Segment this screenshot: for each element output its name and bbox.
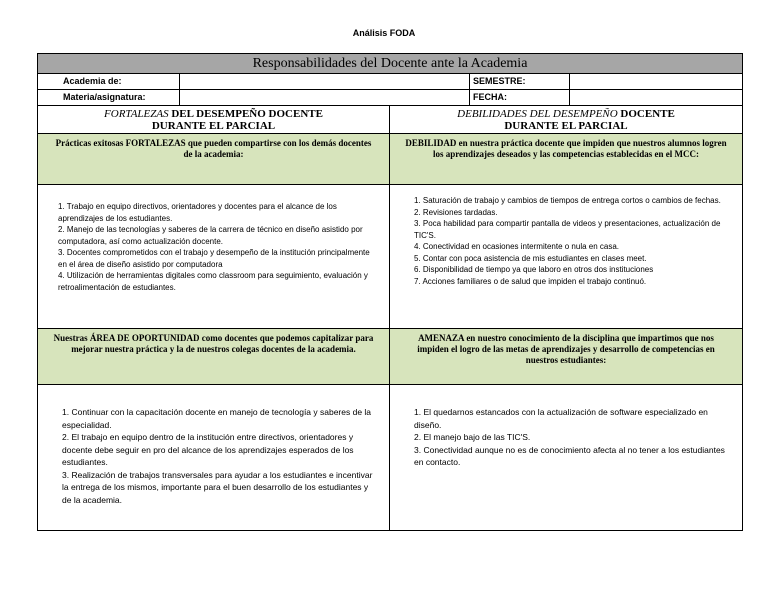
debilidades-header-italic: DEBILIDADES DEL DESEMPEÑO [457,108,618,120]
amenazas-cell[interactable] [390,385,742,530]
semestre-label: SEMESTRE: [470,74,570,89]
materia-label: Materia/asignatura: [38,90,180,105]
prompt-row-1 [38,134,742,185]
fortalezas-cell[interactable] [38,185,390,328]
content-row-2 [38,385,742,530]
amenazas-list [390,385,742,469]
list-item: 1. Saturación de trabajo y cambios de tiempos de entrega cortos o cambios de fechas. [414,196,721,205]
debilidades-header-line2: DURANTE EL PARCIAL [504,120,628,132]
list-item: 3. Docentes comprometidos con el trabajo y desempeño de la institución principalmente en el área de diseño asistido por computadora [58,248,370,269]
list-item: 3. Poca habilidad para compartir pantalla de videos y presentaciones, actualización de TIC'S. [414,219,721,240]
debilidades-header-bold: DOCENTE [617,108,675,120]
fecha-field[interactable] [570,90,742,105]
document-title: Análisis FODA [352,28,416,38]
list-item: 2. Revisiones tardadas. [414,207,498,217]
section-header-row [38,106,742,134]
list-item: 6. Disponibilidad de tiempo ya que laboro en otros dos instituciones [414,265,654,274]
fortalezas-header-line2: DURANTE EL PARCIAL [151,120,276,132]
materia-field[interactable] [180,90,470,105]
list-item: 2. El trabajo en equipo dentro de la institución entre directivos, orientadores y docente debe seguir en pro del alcance de los aprendizajes esperados de los estudiantes. [62,432,354,467]
oportunidad-prompt: Nuestras ÁREA DE OPORTUNIDAD como docentes que podemos capitalizar para mejorar nuestra práctica y la de nuestros colegas docentes de la academia. [38,329,390,384]
fortalezas-header [38,106,390,133]
debilidades-cell[interactable] [390,185,742,328]
debilidades-prompt: DEBILIDAD en nuestra práctica docente que impiden que nuestros alumnos logren los aprendizajes deseados y las competencias establecidas en el MCC: [390,134,742,184]
content-row-1 [38,185,742,329]
list-item: 3. Conectividad aunque no es de conocimiento afecta al no tener a los estudiantes en contacto. [414,444,725,467]
fortalezas-list [38,185,389,293]
list-item: 2. El manejo bajo de las TIC'S. [414,432,531,442]
fortalezas-header-italic: FORTALEZAS [104,108,169,120]
table-banner: Responsabilidades del Docente ante la Academia [38,54,742,74]
fortalezas-prompt: Prácticas exitosas FORTALEZAS que pueden compartirse con los demás docentes de la academia: [38,134,390,184]
list-item: 1. Continuar con la capacitación docente en manejo de tecnología y saberes de la especialidad. [62,407,372,430]
oportunidades-list [38,385,389,506]
prompt-row-2 [38,329,742,385]
amenaza-prompt: AMENAZA en nuestro conocimiento de la disciplina que impartimos que nos impiden el logro de las metas de aprendizajes y desarrollo de competencias en nuestros estudiantes: [390,329,742,384]
list-item: 5. Contar con poca asistencia de mis estudiantes en clases meet. [414,253,647,263]
meta-row-materia [38,90,742,106]
list-item: 1. El quedarnos estancados con la actualización de software especializado en diseño. [414,407,708,430]
meta-row-academia [38,74,742,90]
list-item: 4. Utilización de herramientas digitales como classroom para seguimiento, evaluación y retroalimentación de estudiantes. [58,271,368,292]
semestre-field[interactable] [570,74,742,89]
academia-label: Academia de: [38,74,180,89]
list-item: 4. Conectividad en ocasiones intermitente o nula en casa. [414,242,620,251]
list-item: 2. Manejo de las tecnologías y saberes de la carrera de técnico en diseño asistido por computadora, así como actualización docente. [58,225,363,246]
debilidades-header [390,106,742,133]
list-item: 1. Trabajo en equipo directivos, orientadores y docentes para el alcance de los aprendizajes de los estudiantes. [58,202,337,223]
fortalezas-header-bold: DEL DESEMPEÑO DOCENTE [168,108,323,120]
foda-table [37,53,743,531]
debilidades-list [390,185,742,287]
academia-field[interactable] [180,74,470,89]
list-item: 7. Acciones familiares o de salud que impiden el trabajo continuó. [414,276,647,286]
fecha-label: FECHA: [470,90,570,105]
list-item: 3. Realización de trabajos transversales para ayudar a los estudiantes e incentivar la entrega de los mismos, importante para el buen desarrollo de los estudiantes y de la academia. [62,469,373,505]
oportunidades-cell[interactable] [38,385,390,530]
